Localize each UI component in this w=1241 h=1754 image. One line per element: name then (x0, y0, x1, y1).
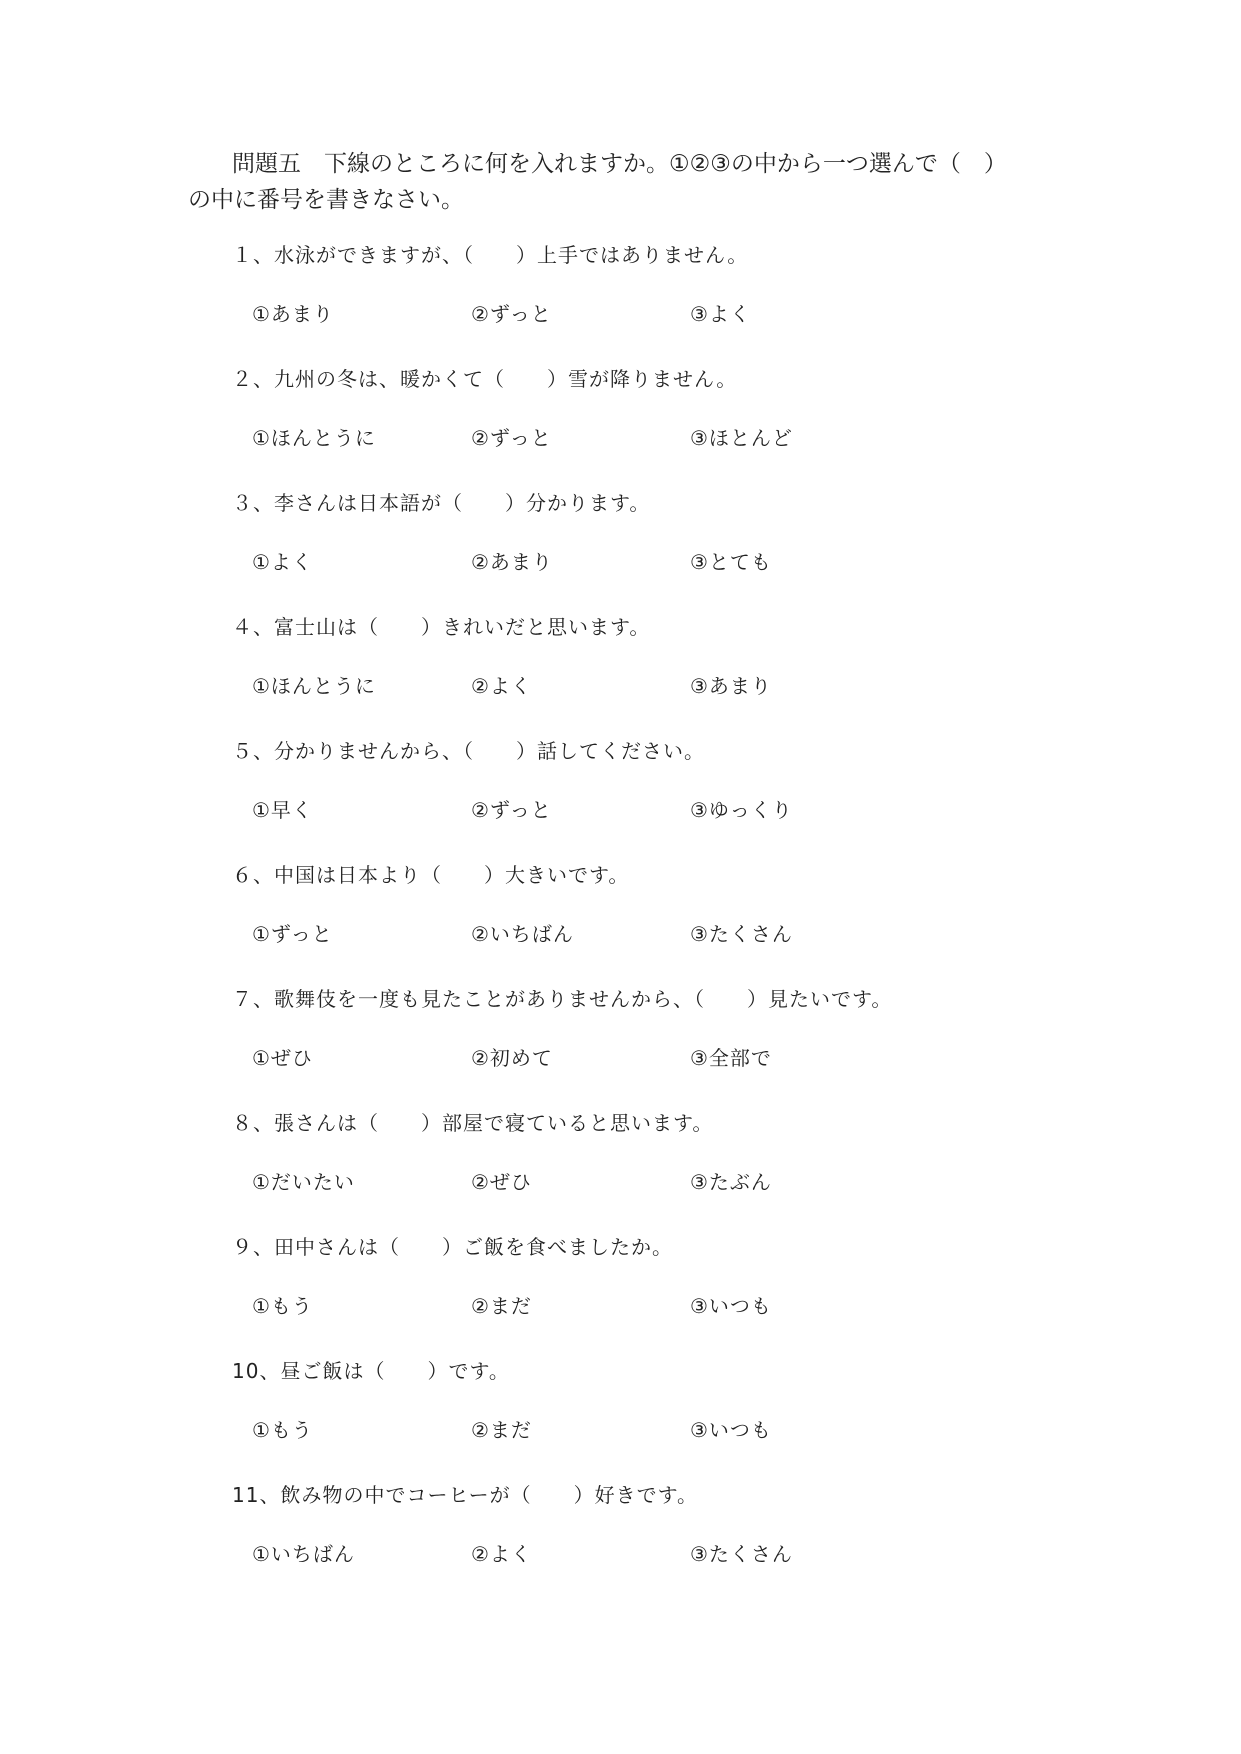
option-2: ②いちばん (471, 922, 574, 946)
option-row (252, 1167, 1112, 1197)
question-item (232, 612, 1112, 736)
question-item (232, 984, 1112, 1108)
option-3: ③いつも (690, 1294, 772, 1318)
question-stem: ９、田中さんは（ ）ご飯を食べましたか。 (232, 1235, 673, 1259)
option-1: ①ずっと (252, 922, 333, 946)
question-item (232, 860, 1112, 984)
option-row (252, 919, 1112, 949)
option-1: ①もう (252, 1294, 313, 1318)
option-row (252, 795, 1112, 825)
question-stem: １、水泳ができますが、（ ）上手ではありません。 (232, 243, 749, 267)
option-3: ③全部で (690, 1046, 772, 1070)
question-stem: ６、中国は日本より（ ）大きいです。 (232, 863, 630, 887)
option-row (252, 1291, 1112, 1321)
option-1: ①よく (252, 550, 313, 574)
question-stem: ２、九州の冬は、暖かくて（ ）雪が降りません。 (232, 367, 738, 391)
option-1: ①ぜひ (252, 1046, 313, 1070)
option-2: ②まだ (471, 1418, 532, 1442)
option-3: ③ゆっくり (690, 798, 793, 822)
option-row (252, 299, 1112, 329)
option-3: ③たぶん (690, 1170, 772, 1194)
option-2: ②よく (471, 1542, 532, 1566)
option-1: ①だいたい (252, 1170, 355, 1194)
question-item (232, 1232, 1112, 1356)
option-3: ③たくさん (690, 922, 793, 946)
option-row (252, 423, 1112, 453)
option-1: ①あまり (252, 302, 334, 326)
option-2: ②よく (471, 674, 532, 698)
question-stem: ３、李さんは日本語が（ ）分かります。 (232, 491, 651, 515)
option-1: ①ほんとうに (252, 674, 376, 698)
question-stem: ４、富士山は（ ）きれいだと思います。 (232, 615, 651, 639)
option-1: ①ほんとうに (252, 426, 376, 450)
instruction (188, 146, 1088, 218)
option-2: ②ずっと (471, 302, 552, 326)
option-row (252, 547, 1112, 577)
question-item (232, 736, 1112, 860)
question-item (232, 240, 1112, 364)
option-3: ③ほとんど (690, 426, 793, 450)
option-row (252, 671, 1112, 701)
question-stem: ８、張さんは（ ）部屋で寝ていると思います。 (232, 1111, 714, 1135)
question-item (232, 364, 1112, 488)
instruction-line-1: 問題五 下線のところに何を入れますか。①②③の中から一つ選んで（ ） (232, 151, 1007, 177)
option-row (252, 1539, 1112, 1569)
option-3: ③とても (690, 550, 772, 574)
option-2: ②初めて (471, 1046, 553, 1070)
question-stem: ５、分かりませんから、（ ）話してください。 (232, 739, 705, 763)
question-stem: 10、昼ご飯は（ ）です。 (232, 1359, 510, 1383)
option-2: ②あまり (471, 550, 553, 574)
question-item (232, 1356, 1112, 1480)
option-row (252, 1415, 1112, 1445)
question-item (232, 488, 1112, 612)
option-2: ②ずっと (471, 798, 552, 822)
option-2: ②まだ (471, 1294, 532, 1318)
option-1: ①早く (252, 798, 313, 822)
option-2: ②ずっと (471, 426, 552, 450)
instruction-line-2: の中に番号を書きなさい。 (188, 187, 464, 213)
option-3: ③たくさん (690, 1542, 793, 1566)
option-1: ①もう (252, 1418, 313, 1442)
option-3: ③いつも (690, 1418, 772, 1442)
option-3: ③あまり (690, 674, 772, 698)
question-item (232, 1108, 1112, 1232)
option-1: ①いちばん (252, 1542, 355, 1566)
option-3: ③よく (690, 302, 751, 326)
option-2: ②ぜひ (471, 1170, 532, 1194)
question-item (232, 1480, 1112, 1604)
question-stem: ７、歌舞伎を一度も見たことがありませんから、（ ）見たいです。 (232, 987, 893, 1011)
question-stem: 11、飲み物の中でコーヒーが（ ）好きです。 (232, 1483, 699, 1507)
option-row (252, 1043, 1112, 1073)
question-list (232, 240, 1112, 1604)
